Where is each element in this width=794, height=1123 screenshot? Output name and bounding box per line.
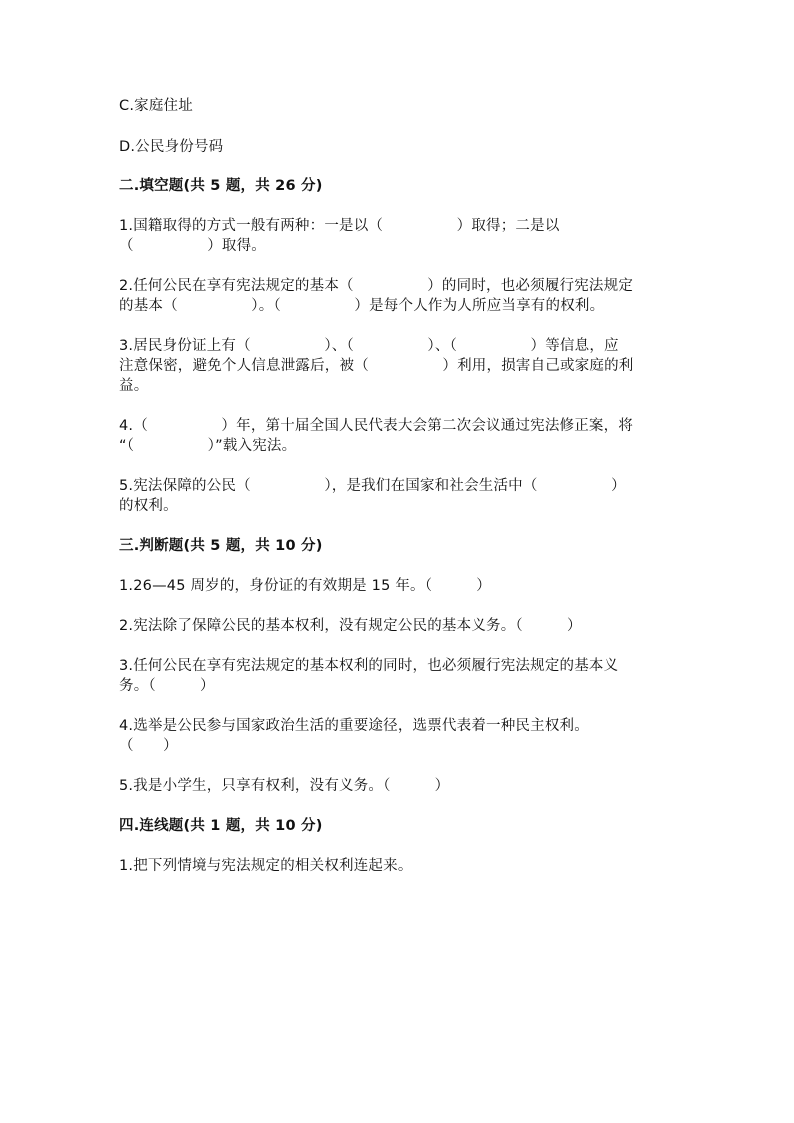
fill-q4-line2: “（ ）”载入宪法。 (119, 438, 297, 454)
fill-q4-line1: 4.（ ）年，第十届全国人民代表大会第二次会议通过宪法修正案，将 (119, 418, 634, 434)
option-d: D.公民身份号码 (119, 139, 224, 155)
section-heading-true-false: 三.判断题(共 5 题，共 10 分) (119, 538, 323, 554)
fill-q2-line2: 的基本（ ）。（ ）是每个人作为人所应当享有的权利。 (119, 298, 605, 314)
judge-q4-line1: 4.选举是公民参与国家政治生活的重要途径，选票代表着一种民主权利。 (119, 718, 589, 734)
fill-q3-line2: 注意保密，避免个人信息泄露后，被（ ）利用，损害自己或家庭的利 (119, 358, 634, 374)
judge-q4-line2: （ ） (119, 738, 178, 754)
fill-q1-line2: （ ）取得。 (119, 238, 266, 254)
judge-q1: 1.26—45 周岁的，身份证的有效期是 15 年。（ ） (119, 578, 491, 594)
judge-q3-line2: 务。（ ） (119, 678, 215, 694)
fill-q1-line1: 1.国籍取得的方式一般有两种：一是以（ ）取得；二是以 (119, 218, 560, 234)
fill-q2-line1: 2.任何公民在享有宪法规定的基本（ ）的同时，也必须履行宪法规定 (119, 278, 634, 294)
section-heading-matching: 四.连线题(共 1 题，共 10 分) (119, 818, 323, 834)
judge-q5: 5.我是小学生，只享有权利，没有义务。（ ） (119, 778, 450, 794)
fill-q5-line2: 的权利。 (119, 498, 178, 514)
fill-q5-line1: 5.宪法保障的公民（ ），是我们在国家和社会生活中（ ） (119, 478, 626, 494)
matching-q1: 1.把下列情境与宪法规定的相关权利连起来。 (119, 858, 413, 874)
fill-q3-line1: 3.居民身份证上有（ ）、（ ）、（ ）等信息，应 (119, 338, 619, 354)
judge-q2: 2.宪法除了保障公民的基本权利，没有规定公民的基本义务。（ ） (119, 618, 582, 634)
judge-q3-line1: 3.任何公民在享有宪法规定的基本权利的同时，也必须履行宪法规定的基本义 (119, 658, 619, 674)
section-heading-fill-blank: 二.填空题(共 5 题，共 26 分) (119, 178, 323, 194)
fill-q3-line3: 益。 (119, 378, 149, 394)
option-c: C.家庭住址 (119, 98, 193, 114)
